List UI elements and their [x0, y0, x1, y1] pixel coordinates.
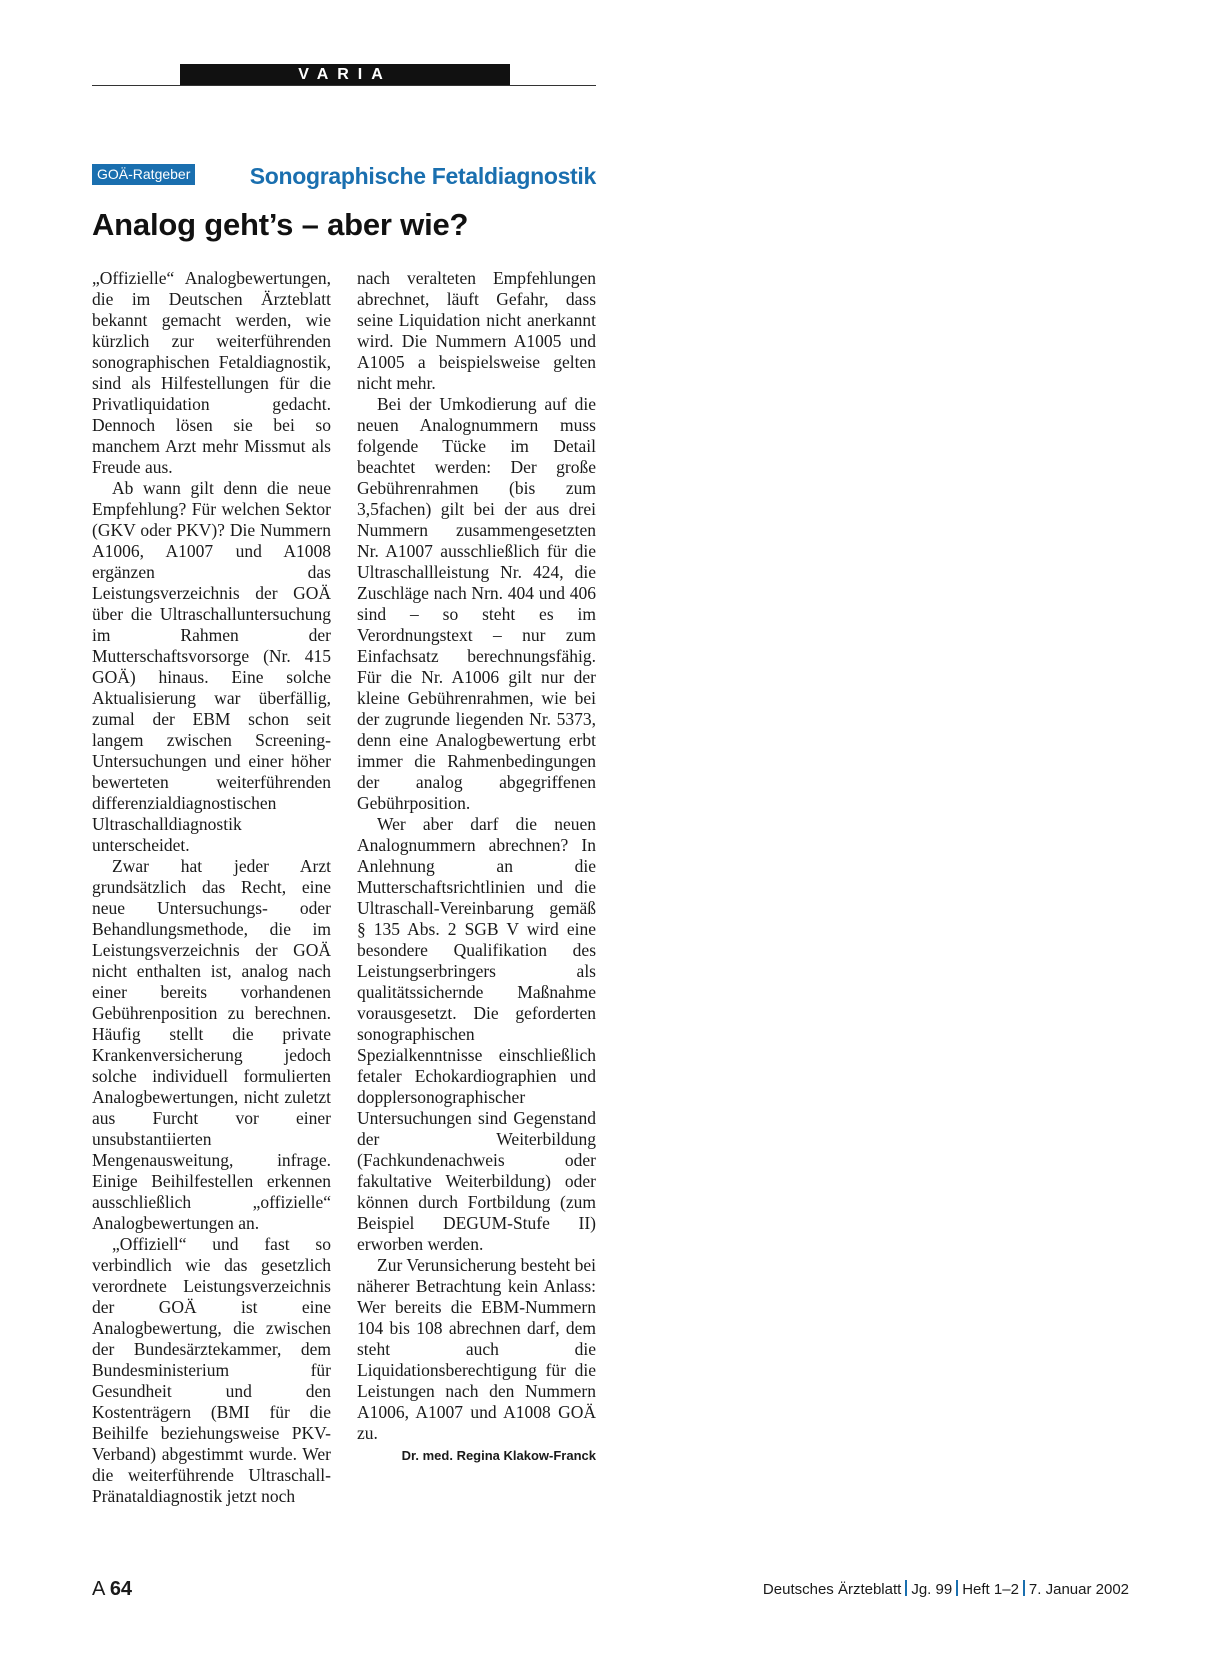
paragraph: „Offiziell“ und fast so verbindlich wie das gesetzlich verordnete Leistungsverzeichnis der GOÄ ist eine Analogbewertung, die zwischen der Bundesärztekammer, dem Bundesministerium für Gesundheit und den Kostenträgern (BMI für die Beihilfe beziehungsweise PKV-Verband) abgestimmt wurde. Wer die weiterführende Ultraschall-Pränataldiagnostik jetzt noch [92, 1234, 331, 1506]
paragraph: Bei der Umkodierung auf die neuen Analognummern muss folgende Tücke im Detail beachtet werden: Der große Gebührenrahmen (bis zum 3,5fachen) gilt bei der aus drei Nummern zusammengesetzten Nr. A1007 ausschließlich für die Ultraschallleistung Nr. 424, die Zuschläge nach Nrn. 404 und 406 sind – so steht es im Verordnungstext – nur zum Einfachsatz berechnungsfähig. Für die Nr. A1006 gilt nur der kleine Gebührenrahmen, wie bei der zugrunde liegenden Nr. 5373, denn eine Analogbewertung erbt immer die Rahmenbedingungen der analog abgegriffenen Gebührposition. [357, 394, 596, 813]
paragraph: Zwar hat jeder Arzt grundsätzlich das Recht, eine neue Untersuchungs- oder Behandlungsmethode, die im Leistungsverzeichnis der GOÄ nicht enthalten ist, analog nach einer bereits vorhandenen Gebührenposition zu berechnen. Häufig stellt die private Krankenversicherung jedoch solche individuell formulierten Analogbewertungen, nicht zuletzt aus Furcht vor einer unsubstantiierten Mengenausweitung, infrage. Einige Beihilfestellen erkennen ausschließlich „offizielle“ Analogbewertungen an. [92, 856, 331, 1233]
paragraph: Zur Verunsicherung besteht bei näherer Betrachtung kein Anlass: Wer bereits die EBM-Nummern 104 bis 108 abrechnen darf, dem steht auch die Liquidationsberechtigung für die Leistungen nach den Nummern A1006, A1007 und A1008 GOÄ zu. [357, 1255, 596, 1443]
kicker-tag: GOÄ-Ratgeber [92, 164, 195, 185]
author: Dr. med. Regina Klakow-Franck [401, 1448, 596, 1463]
paragraph: nach veralteten Empfehlungen abrechnet, läuft Gefahr, dass seine Liquidation nicht anerkannt wird. Die Nummern A1005 und A1005 a beispielsweise gelten nicht mehr. [357, 268, 596, 393]
column-left [92, 268, 331, 1507]
section-label: VARIA [180, 64, 510, 85]
top-rule [92, 85, 596, 86]
date: 7. Januar 2002 [1028, 1581, 1129, 1598]
paragraph: „Offizielle“ Analogbewertungen, die im Deutschen Ärzteblatt bekannt gemacht werden, wie kürzlich zur weiterführenden sonographischen Fetaldiagnostik, sind als Hilfestellungen für die Privatliquidation gedacht. Dennoch lösen sie bei so manchem Arzt mehr Missmut als Freude aus. [92, 268, 331, 477]
page-number [92, 1577, 132, 1601]
kicker-title: Sonographische Fetaldiagnostik [249, 163, 596, 189]
journal-name: Deutsches Ärzteblatt [762, 1581, 902, 1598]
paragraph: Ab wann gilt denn die neue Empfehlung? Für welchen Sektor (GKV oder PKV)? Die Nummern A1006, A1007 und A1008 ergänzen das Leistungsverzeichnis der GOÄ über die Ultraschalluntersuchung im Rahmen der Mutterschaftsvorsorge (Nr. 415 GOÄ) hinaus. Eine solche Aktualisierung war überfällig, zumal der EBM schon seit langem zwischen Screening-Untersuchungen und einer höher bewerteten weiterführenden differenzialdiagnostischen Ultraschalldiagnostik unterscheidet. [92, 478, 331, 855]
column-right [357, 268, 596, 1466]
volume: Jg. 99 [911, 1581, 953, 1598]
journal-info [763, 1580, 1129, 1600]
kicker [92, 162, 596, 190]
separator [956, 1580, 958, 1596]
page-letter: A [92, 1578, 105, 1600]
issue: Heft 1–2 [962, 1581, 1019, 1598]
headline: Analog geht’s – aber wie? [92, 207, 469, 242]
paragraph: Wer aber darf die neuen Analognummern abrechnen? In Anlehnung an die Mutterschaftsrichtlinien und die Ultraschall-Vereinbarung gemäß § 135 Abs. 2 SGB V wird eine besondere Qualifikation des Leistungserbringers als qualitätssichernde Maßnahme vorausgesetzt. Die geforderten sonographischen Spezialkenntnisse einschließlich fetaler Echokardiographien und dopplersonographischer Untersuchungen sind Gegenstand der Weiterbildung (Fachkundenachweis oder fakultative Weiterbildung) oder können durch Fortbildung (zum Beispiel DEGUM-Stufe II) erworben werden. [357, 814, 596, 1254]
page-num: 64 [109, 1578, 133, 1600]
separator [1023, 1580, 1025, 1596]
separator [905, 1580, 907, 1596]
